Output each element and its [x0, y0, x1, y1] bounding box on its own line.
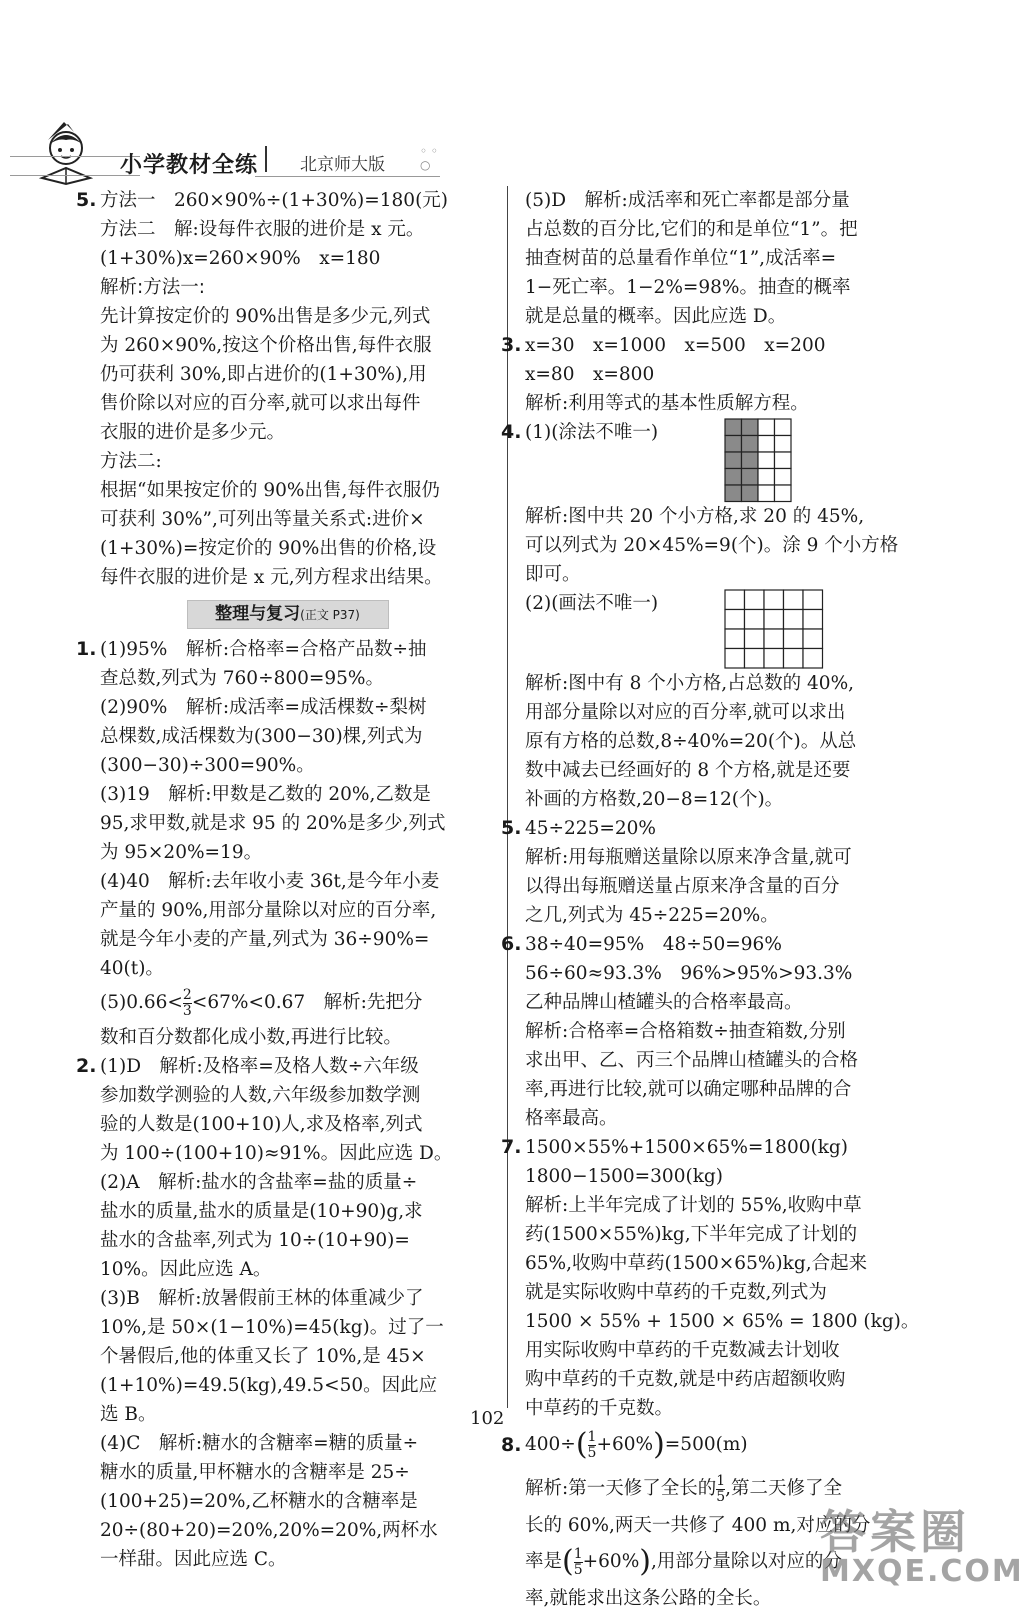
- page-header: [0, 120, 1000, 190]
- grid-cell: [742, 419, 759, 436]
- grid-cell: [784, 590, 804, 610]
- answer-line: (3)19 解析:甲数是乙数的 20%,乙数是: [100, 784, 431, 805]
- question-number: 3.: [501, 334, 522, 356]
- answer-line: 购中草药的千克数,就是中药店超额收购: [525, 1369, 846, 1390]
- answer-line: x=80 x=800: [525, 364, 655, 385]
- grid-cell: [764, 649, 784, 669]
- answer-line-with-fraction: [100, 983, 495, 1023]
- analysis-line: 每件衣服的进价是 x 元,列方程求出结果。: [100, 567, 443, 588]
- right-paren: ): [653, 1427, 665, 1462]
- answer-line: 解析:合格率=合格箱数÷抽查箱数,分别: [525, 1021, 846, 1042]
- left-paren: (: [562, 1544, 574, 1579]
- grid-cell: [803, 610, 823, 630]
- question-number: 1.: [76, 638, 97, 660]
- section-title: [187, 600, 389, 629]
- grid-cell: [775, 419, 792, 436]
- analysis-line: 售价除以对应的百分率,就可以求出每件: [100, 393, 421, 414]
- answer-line: 方法二 解:设每件衣服的进价是 x 元。: [100, 219, 425, 240]
- answer-4-1-row: [525, 418, 930, 502]
- analysis-text: ,用部分量除以对应的分: [651, 1551, 842, 1572]
- fraction: [574, 1547, 583, 1578]
- answer-line: (4)C 解析:糖水的含糖率=糖的质量÷: [100, 1433, 419, 1454]
- answer-line: (100+25)=20%,乙杯糖水的含糖率是: [100, 1491, 418, 1512]
- fraction-denominator: 5: [716, 1488, 726, 1505]
- answer-line: x=30 x=1000 x=500 x=200: [525, 335, 826, 356]
- fraction-denominator: 5: [573, 1561, 583, 1578]
- fraction: [716, 1474, 725, 1505]
- answer-line: 1−死亡率。1−2%=98%。抽查的概率: [525, 277, 851, 298]
- grid-cell: [784, 629, 804, 649]
- question-number: 4.: [501, 421, 522, 443]
- answer-line: 1500×55%+1500×65%=1800(kg): [525, 1137, 848, 1158]
- answer-line: 占总数的百分比,它们的和是单位“1”。把: [525, 219, 858, 240]
- answer-line: (5)D 解析:成活率和死亡率都是部分量: [525, 190, 850, 211]
- answer-line: 解析:上半年完成了计划的 55%,收购中草: [525, 1195, 862, 1216]
- answer-line: 解析:利用等式的基本性质解方程。: [525, 393, 809, 414]
- answer-4: [501, 418, 930, 814]
- answer-line: 10%。因此应选 A。: [100, 1259, 272, 1280]
- answer-line: 个暑假后,他的体重又长了 10%,是 45×: [100, 1346, 426, 1367]
- fraction-numerator: 2: [182, 986, 192, 1003]
- answer-line: 之几,列式为 45÷225=20%。: [525, 905, 779, 926]
- grid-cell: [758, 419, 775, 436]
- answer-line: 以得出每瓶赠送量占原来净含量的百分: [525, 876, 840, 897]
- answer-line: 求出甲、乙、丙三个品牌山楂罐头的合格: [525, 1050, 859, 1071]
- answer-line: 就是今年小麦的产量,列式为 36÷90%=: [100, 929, 430, 950]
- answer-line: 乙种品牌山楂罐头的合格率最高。: [525, 992, 803, 1013]
- answer-text: +60%: [596, 1434, 654, 1455]
- answer-line: 1500 × 55% + 1500 × 65% = 1800 (kg)。: [525, 1311, 920, 1332]
- shaded-grid-figure: [724, 418, 814, 502]
- grid-cell: [725, 436, 742, 453]
- grid-cell: [725, 485, 742, 502]
- grid-cell: [742, 452, 759, 469]
- left-column: [76, 186, 495, 1574]
- answer-line: (3)B 解析:放暑假前王林的体重减少了: [100, 1288, 424, 1309]
- grid-cell: [758, 436, 775, 453]
- answer-line: 补画的方格数,20−8=12(个)。: [525, 789, 784, 810]
- right-paren: ): [639, 1544, 651, 1579]
- grid-cell: [784, 610, 804, 630]
- grid-cell: [758, 452, 775, 469]
- grid-cell: [758, 485, 775, 502]
- analysis-line: (1+30%)=按定价的 90%出售的价格,设: [100, 538, 437, 559]
- answer-2: [76, 1052, 495, 1574]
- analysis-text: +60%: [582, 1551, 640, 1572]
- fraction-denominator: 5: [587, 1444, 597, 1461]
- answer-line: 解析:图中有 8 个小方格,占总数的 40%,: [525, 673, 855, 694]
- answer-line: 65%,收购中草药(1500×65%)kg,合起来: [525, 1253, 868, 1274]
- answer-line: 用实际收购中草药的千克数减去计划收: [525, 1340, 840, 1361]
- answer-line: 10%,是 50×(1−10%)=45(kg)。过了一: [100, 1317, 444, 1338]
- fraction-numerator: 1: [716, 1472, 726, 1489]
- girl-reading-logo-icon: [30, 120, 110, 188]
- analysis-line: 根据“如果按定价的 90%出售,每件衣服仍: [100, 480, 440, 501]
- brand-title: 小学教材全练: [120, 153, 259, 178]
- answer-line: 一样甜。因此应选 C。: [100, 1549, 287, 1570]
- grid-cell: [775, 452, 792, 469]
- grid-cell: [775, 469, 792, 486]
- answer-6: [501, 930, 930, 1133]
- answer-line: 20÷(80+20)=20%,20%=20%,两杯水: [100, 1520, 438, 1541]
- grid-cell: [742, 436, 759, 453]
- answer-line: 糖水的质量,甲杯糖水的含糖率是 25÷: [100, 1462, 410, 1483]
- grid-cell: [775, 485, 792, 502]
- answer-line: 40(t)。: [100, 958, 164, 979]
- answer-text: =500(m): [664, 1434, 748, 1455]
- watermark-stamp-text: 答案圈: [820, 1505, 970, 1559]
- shaded-grid-svg: [724, 418, 814, 502]
- question-number: 5.: [76, 189, 97, 211]
- answer-line: (2)90% 解析:成活率=成活棵数÷梨树: [100, 697, 427, 718]
- grid-cell: [764, 629, 784, 649]
- answer-line: 解析:用每瓶赠送量除以原来净含量,就可: [525, 847, 852, 868]
- empty-grid-svg: [724, 589, 836, 669]
- analysis-line: 先计算按定价的 90%出售是多少元,列式: [100, 306, 431, 327]
- fraction-numerator: 1: [573, 1545, 583, 1562]
- grid-cell: [803, 629, 823, 649]
- analysis-line: 长的 60%,两天一共修了 400 m,对应的分: [525, 1515, 871, 1536]
- grid-cell: [803, 649, 823, 669]
- grid-cell: [725, 419, 742, 436]
- fraction-numerator: 1: [587, 1428, 597, 1445]
- grid-cell: [745, 610, 765, 630]
- analysis-text: 率是: [525, 1551, 563, 1572]
- question-number: 6.: [501, 933, 522, 955]
- answer-line: 45÷225=20%: [525, 818, 656, 839]
- answer-line: 数中减去已经画好的 8 个方格,就是还要: [525, 760, 851, 781]
- grid-cell: [775, 436, 792, 453]
- answer-line: 方法一 260×90%÷(1+30%)=180(元): [100, 190, 449, 211]
- grid-cell: [725, 610, 745, 630]
- left-paren: (: [575, 1427, 588, 1462]
- grid-cell: [784, 649, 804, 669]
- grid-cell: [742, 469, 759, 486]
- header-rule-right: [255, 176, 440, 177]
- answer-line: (1+30%)x=260×90% x=180: [100, 248, 381, 269]
- answer-line: 抽查树苗的总量看作单位“1”,成活率=: [525, 248, 837, 269]
- answer-4-2-row: [525, 589, 930, 669]
- grid-cell: [803, 590, 823, 610]
- question-number: 8.: [501, 1434, 522, 1456]
- answer-line: 56÷60≈93.3% 96%>95%>93.3%: [525, 963, 853, 984]
- answer-line: (300−30)÷300=90%。: [100, 755, 315, 776]
- grid-cell: [745, 590, 765, 610]
- analysis-text: ,第二天修了全: [725, 1478, 843, 1499]
- grid-cell: [725, 629, 745, 649]
- answer-line: 盐水的质量,盐水的质量是(10+90)g,求: [100, 1201, 423, 1222]
- answer-7: [501, 1133, 930, 1423]
- answer-line: 38÷40=95% 48÷50=96%: [525, 934, 782, 955]
- edition-label: 北京师大版: [300, 155, 385, 175]
- answer-3: [501, 331, 930, 418]
- analysis-text: 解析:第一天修了全长的: [525, 1478, 717, 1499]
- analysis-line: 率,就能求出这条公路的全长。: [525, 1588, 772, 1609]
- grid-cell: [725, 452, 742, 469]
- watermark-logo: [820, 1496, 1024, 1589]
- grid-cell: [725, 590, 745, 610]
- empty-grid-figure: [724, 589, 836, 669]
- question-number: 2.: [76, 1055, 97, 1077]
- answer-line: 盐水的含盐率,列式为 10÷(10+90)=: [100, 1230, 410, 1251]
- watermark-url: MXQE.COM: [820, 1554, 1024, 1589]
- analysis-line: 解析:方法一:: [100, 277, 205, 298]
- answer-line: 验的人数是(100+10)人,求及格率,列式: [100, 1114, 423, 1135]
- answer-line: (2)A 解析:盐水的含盐率=盐的质量÷: [100, 1172, 418, 1193]
- analysis-line: 可获利 30%”,可列出等量关系式:进价×: [100, 509, 425, 530]
- answer-line: 1800−1500=300(kg): [525, 1166, 723, 1187]
- answer-line: (1+10%)=49.5(kg),49.5<50。因此应: [100, 1375, 438, 1396]
- answer-line: 即可。: [525, 564, 581, 585]
- decorative-dots-icon: ◦ ◦ ○: [420, 144, 438, 172]
- grid-cell: [725, 649, 745, 669]
- answer-1: [76, 635, 495, 1052]
- question-number: 7.: [501, 1136, 522, 1158]
- answer-line: 为 100÷(100+10)≈91%。因此应选 D。: [100, 1143, 453, 1164]
- section-title-text: 整理与复习: [215, 604, 301, 624]
- answer-line: 原有方格的总数,8÷40%=20(个)。从总: [525, 731, 857, 752]
- page-number: 102: [470, 1408, 505, 1429]
- answer-line: (1)95% 解析:合格率=合格产品数÷抽: [100, 639, 427, 660]
- answer-line: 可以列式为 20×45%=9(个)。涂 9 个小方格: [525, 535, 899, 556]
- answer-5-right: [501, 814, 930, 930]
- analysis-line: 仍可获利 30%,即占进价的(1+30%),用: [100, 364, 427, 385]
- analysis-line: 衣服的进价是多少元。: [100, 422, 286, 443]
- grid-cell: [745, 629, 765, 649]
- answer-line: 查总数,列式为 760÷800=95%。: [100, 668, 385, 689]
- answer-line: 格率最高。: [525, 1108, 618, 1129]
- answer-line: 产量的 90%,用部分量除以对应的百分率,: [100, 900, 437, 921]
- answer-line: 参加数学测验的人数,六年级参加数学测: [100, 1085, 421, 1106]
- answer-line: 数和百分数都化成小数,再进行比较。: [100, 1027, 402, 1048]
- grid-cell: [764, 590, 784, 610]
- answer-text: 400÷: [525, 1434, 576, 1455]
- answer-line: 总棵数,成活棵数为(300−30)棵,列式为: [100, 726, 423, 747]
- answer-line: 药(1500×55%)kg,下半年完成了计划的: [525, 1224, 858, 1245]
- section-ref: (正文 P37): [300, 608, 360, 622]
- answer-line: 中草药的千克数。: [525, 1398, 674, 1419]
- answer-line: 为 95×20%=19。: [100, 842, 263, 863]
- right-column: [501, 186, 930, 1613]
- answer-line: 95,求甲数,就是求 95 的 20%是多少,列式: [100, 813, 446, 834]
- grid-cell: [758, 469, 775, 486]
- grid-cell: [745, 649, 765, 669]
- answer-line-with-fraction: [525, 1423, 930, 1467]
- answer-line: (1)(涂法不唯一): [525, 422, 659, 443]
- grid-cell: [725, 469, 742, 486]
- column-divider: [507, 186, 508, 1408]
- answer-text: (5)0.66<: [100, 992, 183, 1013]
- answer-line: 选 B。: [100, 1404, 157, 1425]
- fraction: [183, 988, 192, 1019]
- answer-line: 率,再进行比较,就可以确定哪种品牌的合: [525, 1079, 852, 1100]
- answer-line: 就是实际收购中草药的千克数,列式为: [525, 1282, 827, 1303]
- answer-line: 用部分量除以对应的百分率,就可以求出: [525, 702, 846, 723]
- answer-2-5: [525, 186, 930, 331]
- fraction-denominator: 3: [182, 1002, 192, 1019]
- answer-line: (1)D 解析:及格率=及格人数÷六年级: [100, 1056, 419, 1077]
- header-separator: [265, 146, 267, 172]
- answer-5: [76, 186, 495, 592]
- answer-text: <67%<0.67 解析:先把分: [191, 992, 423, 1013]
- answer-line: (4)40 解析:去年收小麦 36t,是今年小麦: [100, 871, 440, 892]
- answer-line: 解析:图中共 20 个小方格,求 20 的 45%,: [525, 506, 865, 527]
- analysis-line: 方法二:: [100, 451, 162, 472]
- analysis-line: 为 260×90%,按这个价格出售,每件衣服: [100, 335, 432, 356]
- grid-cell: [764, 610, 784, 630]
- grid-cell: [742, 485, 759, 502]
- answer-line: (2)(画法不唯一): [525, 593, 659, 614]
- question-number: 5.: [501, 817, 522, 839]
- answer-line: 就是总量的概率。因此应选 D。: [525, 306, 787, 327]
